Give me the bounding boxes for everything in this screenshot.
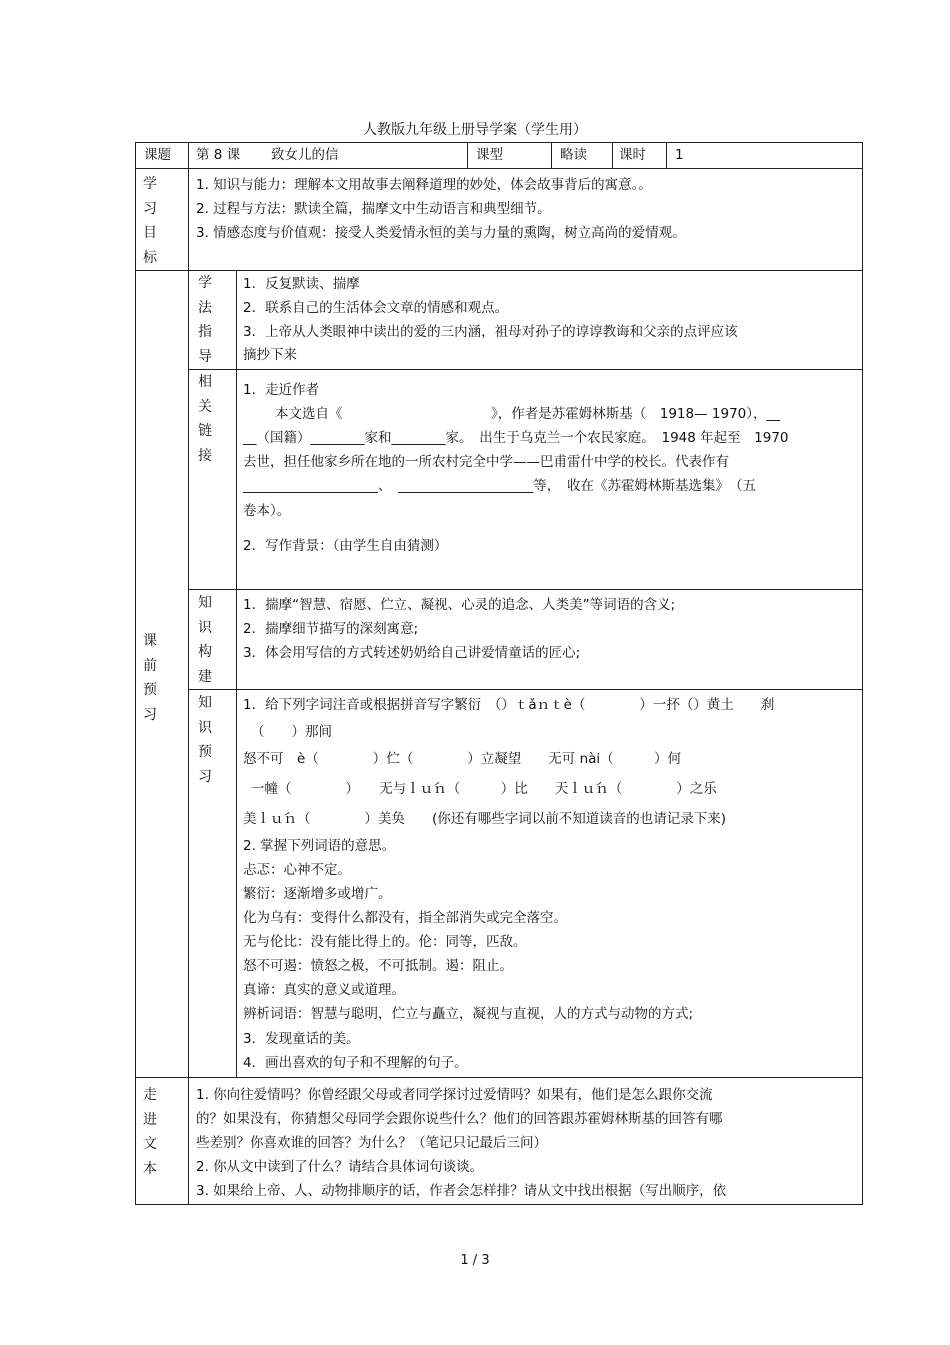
- author-line: __（国籍）________家和________家。 出生于乌克兰一个农民家庭。 1948 年起至 1970: [243, 430, 789, 446]
- method-item: 1．反复默读、揣摩: [243, 276, 360, 292]
- knowledge-build-item: 1．揣摩“智慧、宿愿、伫立、凝视、心灵的追念、人类美”等词语的含义;: [243, 597, 676, 613]
- vocab-definition: 忐忑：心神不定。: [243, 862, 351, 878]
- knowledge-build-label: 知识构建: [198, 595, 212, 685]
- knowledge-build-label-cell: [189, 590, 237, 690]
- header-lesson-cell: [189, 143, 468, 169]
- header-type-value-cell: [552, 143, 613, 169]
- author-line: 去世，担任他家乡所在地的一所农村完全中学——巴甫雷什中学的校长。代表作有: [243, 454, 729, 470]
- question-line: 些差别？你喜欢谁的回答？为什么？（笔记只记最后三问）: [196, 1135, 547, 1151]
- pinyin-line: 美ｌｕ́ｎ（ ）美奂 (你还有哪些字词以前不知道读音的也请记录下来): [243, 811, 727, 827]
- goal-item: 3. 情感态度与价值观：接受人类爱情永恒的美与力量的熏陶，树立高尚的爱情观。: [196, 225, 686, 241]
- goals-label: 学习目标: [143, 176, 157, 266]
- lesson-plan-table: [135, 142, 863, 1205]
- knowledge-build-item: 2．揣摩细节描写的深刻寓意;: [243, 621, 419, 637]
- vocab-heading: 2. 掌握下列词语的意思。: [243, 838, 396, 854]
- knowledge-preview-label: 知识预习: [198, 695, 212, 785]
- vocab-definition: 真谛：真实的意义或道理。: [243, 982, 405, 998]
- into-text-label: 走进文本: [143, 1087, 157, 1177]
- document-title: 人教版九年级上册导学案（学生用）: [363, 122, 587, 138]
- knowledge-build-item: 3．体会用写信的方式转述奶奶给自己讲爱情童话的匠心;: [243, 645, 581, 661]
- header-hours-value: 1: [675, 147, 684, 163]
- method-content-cell: [237, 271, 863, 370]
- vocab-discrimination: 辨析词语：智慧与聪明，伫立与矗立，凝视与直视，人的方式与动物的方式;: [243, 1006, 694, 1022]
- method-item: 2．联系自己的生活体会文章的情感和观点。: [243, 300, 509, 316]
- author-line: 本文选自《 》，作者是苏霍姆林斯基（ 1918— 1970），__: [275, 406, 781, 422]
- pinyin-line: 一幢（ ） 无与ｌｕ́ｎ（ ）比 天ｌｕ́ｎ（ ）之乐: [251, 781, 717, 797]
- goals-content-cell: [189, 169, 863, 271]
- background-heading: 2．写作背景：（由学生自由猜测）: [243, 538, 448, 554]
- goal-item: 1. 知识与能力：理解本文用故事去阐释道理的妙处，体会故事背后的寓意。。: [196, 177, 652, 193]
- preview-task: 3．发现童话的美。: [243, 1031, 360, 1047]
- links-content-cell: [237, 370, 863, 590]
- header-type-value: 略读: [560, 147, 587, 163]
- question-line: 2. 你从文中读到了什么？请结合具体词句谈谈。: [196, 1159, 484, 1175]
- goals-label-cell: [136, 169, 189, 271]
- preview-label-cell: [136, 271, 189, 1078]
- links-label: 相关链接: [198, 374, 212, 464]
- lesson-title: 致女儿的信: [271, 147, 339, 163]
- vocab-definition: 无与伦比：没有能比得上的。伦：同等，匹敌。: [243, 934, 527, 950]
- author-heading: 1．走近作者: [243, 382, 320, 398]
- method-label: 学法指导: [198, 275, 212, 365]
- preview-label: 课前预习: [143, 633, 157, 723]
- pinyin-line: （ ）那间: [251, 724, 332, 740]
- vocab-definition: 化为乌有：变得什么都没有，指全部消失或完全落空。: [243, 910, 567, 926]
- vocab-definition: 怒不可遏：愤怒之极，不可抵制。遏：阻止。: [243, 958, 513, 974]
- page-number: 1 / 3: [460, 1253, 490, 1268]
- pinyin-line: 怒不可 è（ ）伫（ ）立凝望 无可 nài（ ）何: [243, 751, 682, 767]
- into-text-content-cell: [189, 1078, 863, 1205]
- question-line: 3. 如果给上帝、人、动物排顺序的话，作者会怎样排？请从文中找出根据（写出顺序，依: [196, 1183, 727, 1199]
- header-hours-value-cell: [667, 143, 863, 169]
- vocab-definition: 繁衍：逐渐增多或增广。: [243, 886, 392, 902]
- goal-item: 2. 过程与方法：默读全篇，揣摩文中生动语言和典型细节。: [196, 201, 551, 217]
- author-line: ____________________、 ____________________等， 收在《苏霍姆林斯基选集》 （五: [243, 478, 756, 494]
- links-label-cell: [189, 370, 237, 590]
- header-type-label-cell: [468, 143, 552, 169]
- author-line: 卷本）。: [243, 503, 291, 519]
- method-item: 3．上帝从人类眼神中读出的爱的三内涵，祖母对孙子的谆谆教诲和父亲的点评应该: [243, 324, 738, 340]
- method-item: 摘抄下来: [243, 347, 297, 363]
- preview-task: 4．画出喜欢的句子和不理解的句子。: [243, 1055, 468, 1071]
- knowledge-preview-label-cell: [189, 690, 237, 1078]
- lesson-number: 第 8 课: [196, 147, 241, 163]
- knowledge-build-content-cell: [237, 590, 863, 690]
- header-topic-label: 课题: [144, 147, 171, 163]
- header-topic-label-cell: [136, 143, 189, 169]
- header-hours-label: 课时: [619, 147, 646, 163]
- header-hours-label-cell: [613, 143, 667, 169]
- into-text-label-cell: [136, 1078, 189, 1205]
- method-label-cell: [189, 271, 237, 370]
- pinyin-line: 1．给下列字词注音或根据拼音写字繁衍 （）ｔǎｎｔè（ ）一抔（）黄土 刹: [243, 697, 775, 713]
- question-line: 的？如果没有，你猜想父母同学会跟你说些什么？他们的回答跟苏霍姆林斯基的回答有哪: [196, 1111, 723, 1127]
- header-type-label: 课型: [476, 147, 503, 163]
- knowledge-preview-content-cell: [237, 690, 863, 1078]
- question-line: 1. 你向往爱情吗？你曾经跟父母或者同学探讨过爱情吗？如果有，他们是怎么跟你交流: [196, 1087, 713, 1103]
